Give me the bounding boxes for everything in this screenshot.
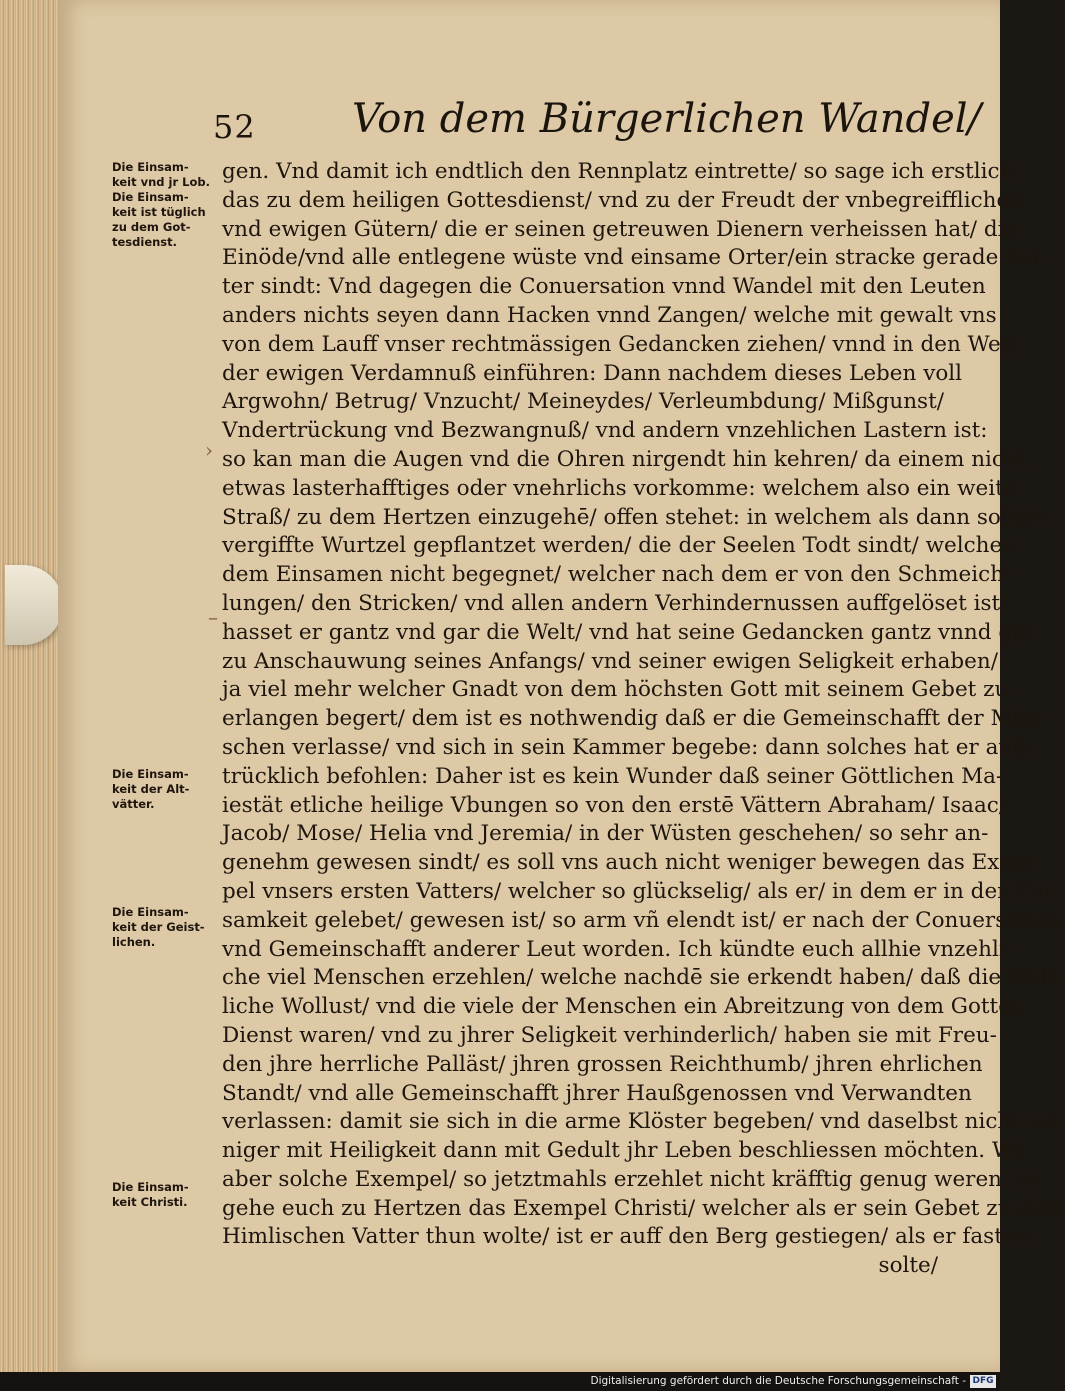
text-line: samkeit gelebet/ gewesen ist/ so arm vñ elendt ist/ er nach der Conuersation xyxy=(222,907,1062,933)
text-line: vnd ewigen Gütern/ die er seinen getreuwen Dienern verheissen hat/ die xyxy=(222,216,1018,242)
text-line: iestät etliche heilige Vbungen so von den erstē Vättern Abraham/ Isaac/ xyxy=(222,792,1007,818)
bracket-mark: › xyxy=(205,438,213,462)
margin-note-line: Die Einsam- xyxy=(112,190,189,204)
text-line: vnd Gemeinschafft anderer Leut worden. Ich kündte euch allhie vnzehli- xyxy=(222,936,1013,962)
text-line: gen. Vnd damit ich endtlich den Rennplatz eintrette/ so sage ich erstlich xyxy=(222,159,1014,184)
text-line: vergiffte Wurtzel gepflantzet werden/ die der Seelen Todt sindt/ welches xyxy=(222,533,1014,559)
margin-note-line: keit ist tüglich xyxy=(112,205,206,219)
text-line: Vndertrückung vnd Bezwangnuß/ vnd andern vnzehlichen Lastern ist: xyxy=(222,418,988,444)
text-line: pel vnsers ersten Vatters/ welcher so glückselig/ als er/ in dem er in der Ein- xyxy=(222,878,1058,904)
catchword: solte/ xyxy=(878,1253,938,1279)
margin-note-line: keit vnd jr Lob. xyxy=(112,175,210,189)
page-number: 52 xyxy=(213,108,256,146)
text-line: Jacob/ Mose/ Helia vnd Jeremia/ in der Wüsten geschehen/ so sehr an- xyxy=(222,821,989,847)
text-line: aber solche Exempel/ so jetztmahls erzehlet nicht kräfftig genug weren: so xyxy=(222,1166,1041,1192)
text-line: lungen/ den Stricken/ vnd allen andern Verhindernussen auffgelöset ist/ xyxy=(222,590,1008,616)
text-line: gehe euch zu Hertzen das Exempel Christi/ welcher als er sein Gebet zu dem xyxy=(222,1195,1065,1221)
margin-note-line: tesdienst. xyxy=(112,235,178,249)
text-line: ja viel mehr welcher Gnadt von dem höchsten Gott mit seinem Gebet zu- xyxy=(222,677,1016,703)
text-line: der ewigen Verdamnuß einführen: Dann nachdem dieses Leben voll xyxy=(222,360,963,386)
text-line: dem Einsamen nicht begegnet/ welcher nach dem er von den Schmeich- xyxy=(222,562,1012,588)
body-text xyxy=(222,158,1065,1281)
dfg-logo: DFG xyxy=(970,1375,996,1388)
text-line: niger mit Heiligkeit dann mit Gedult jhr Leben beschliessen möchten. Wo xyxy=(222,1138,1026,1164)
margin-note-line: keit der Geist- xyxy=(112,920,205,934)
margin-note-4 xyxy=(112,1180,234,1210)
margin-note-line: Die Einsam- xyxy=(112,1180,189,1194)
text-line: Einöde/vnd alle entlegene wüste vnd einsame Orter/ein stracke gerade Lei- xyxy=(222,245,1047,271)
text-line: schen verlasse/ vnd sich in sein Kammer begebe: dann solches hat er auß- xyxy=(222,734,1034,760)
text-line: Himlischen Vatter thun wolte/ ist er auff den Berg gestiegen/ als er fasten xyxy=(222,1224,1030,1250)
text-line: zu Anschauwung seines Anfangs/ vnd seiner ewigen Seligkeit erhaben/ xyxy=(222,648,998,674)
dash-mark: – xyxy=(208,605,218,629)
footer-credit: Digitalisierung gefördert durch die Deutsche Forschungsgemeinschaft - xyxy=(590,1375,966,1387)
margin-note-line: Die Einsam- xyxy=(112,905,189,919)
footer-bar xyxy=(0,1372,1000,1391)
margin-note-line: lichen. xyxy=(112,935,156,949)
text-line: etwas lasterhafftiges oder vnehrlichs vorkomme: welchem also ein weite xyxy=(222,475,1017,501)
margin-note-line: keit Christi. xyxy=(112,1195,188,1209)
margin-note-line: Die Einsam- xyxy=(112,160,189,174)
margin-note-2 xyxy=(112,767,234,812)
text-line: che viel Menschen erzehlen/ welche nachdē sie erkendt haben/ daß die Welt- xyxy=(222,965,1064,991)
text-line: hasset er gantz vnd gar die Welt/ vnd hat seine Gedancken gantz vnnd gar xyxy=(222,619,1036,645)
margin-note-line: zu dem Got- xyxy=(112,220,191,234)
page-edges xyxy=(0,0,58,1372)
running-head: Von dem Bürgerlichen Wandel/ xyxy=(352,96,982,142)
text-line: von dem Lauff vnser rechtmässigen Gedancken ziehen/ vnnd in den Weg xyxy=(222,331,1015,357)
text-line: Dienst waren/ vnd zu jhrer Seligkeit verhinderlich/ haben sie mit Freu- xyxy=(222,1022,997,1048)
text-line: anders nichts seyen dann Hacken vnnd Zangen/ welche mit gewalt vns xyxy=(222,302,997,328)
text-line: Straß/ zu dem Hertzen einzugehē/ offen stehet: in welchem als dann solche xyxy=(222,504,1047,530)
text-line: das zu dem heiligen Gottesdienst/ vnd zu der Freudt der vnbegreifflichen xyxy=(222,187,1024,213)
text-line: Argwohn/ Betrug/ Vnzucht/ Meineydes/ Verleumbdung/ Mißgunst/ xyxy=(222,389,944,415)
text-line: trücklich befohlen: Daher ist es kein Wunder daß seiner Göttlichen Ma- xyxy=(222,763,1004,789)
text-line: den jhre herrliche Palläst/ jhren grossen Reichthumb/ jhren ehrlichen xyxy=(222,1051,983,1077)
margin-note-3 xyxy=(112,905,234,950)
text-line: erlangen begert/ dem ist es nothwendig daß er die Gemeinschafft der Men- xyxy=(222,706,1047,732)
margin-note-line: Die Einsam- xyxy=(112,767,189,781)
text-line: liche Wollust/ vnd die viele der Menschen ein Abreitzung von dem Gottes xyxy=(222,994,1022,1020)
margin-note-line: vätter. xyxy=(112,797,155,811)
text-line: so kan man die Augen vnd die Ohren nirgendt hin kehren/ da einem nicht xyxy=(222,446,1027,472)
text-line: ter sindt: Vnd dagegen die Conuersation vnnd Wandel mit den Leuten xyxy=(222,274,986,300)
margin-note-1 xyxy=(112,160,234,250)
text-line: verlassen: damit sie sich in die arme Klöster begeben/ vnd daselbst nicht we- xyxy=(222,1109,1065,1135)
text-line: Standt/ vnd alle Gemeinschafft jhrer Haußgenossen vnd Verwandten xyxy=(222,1080,972,1106)
text-line: genehm gewesen sindt/ es soll vns auch nicht weniger bewegen das Exem- xyxy=(222,850,1040,876)
margin-note-line: keit der Alt- xyxy=(112,782,190,796)
